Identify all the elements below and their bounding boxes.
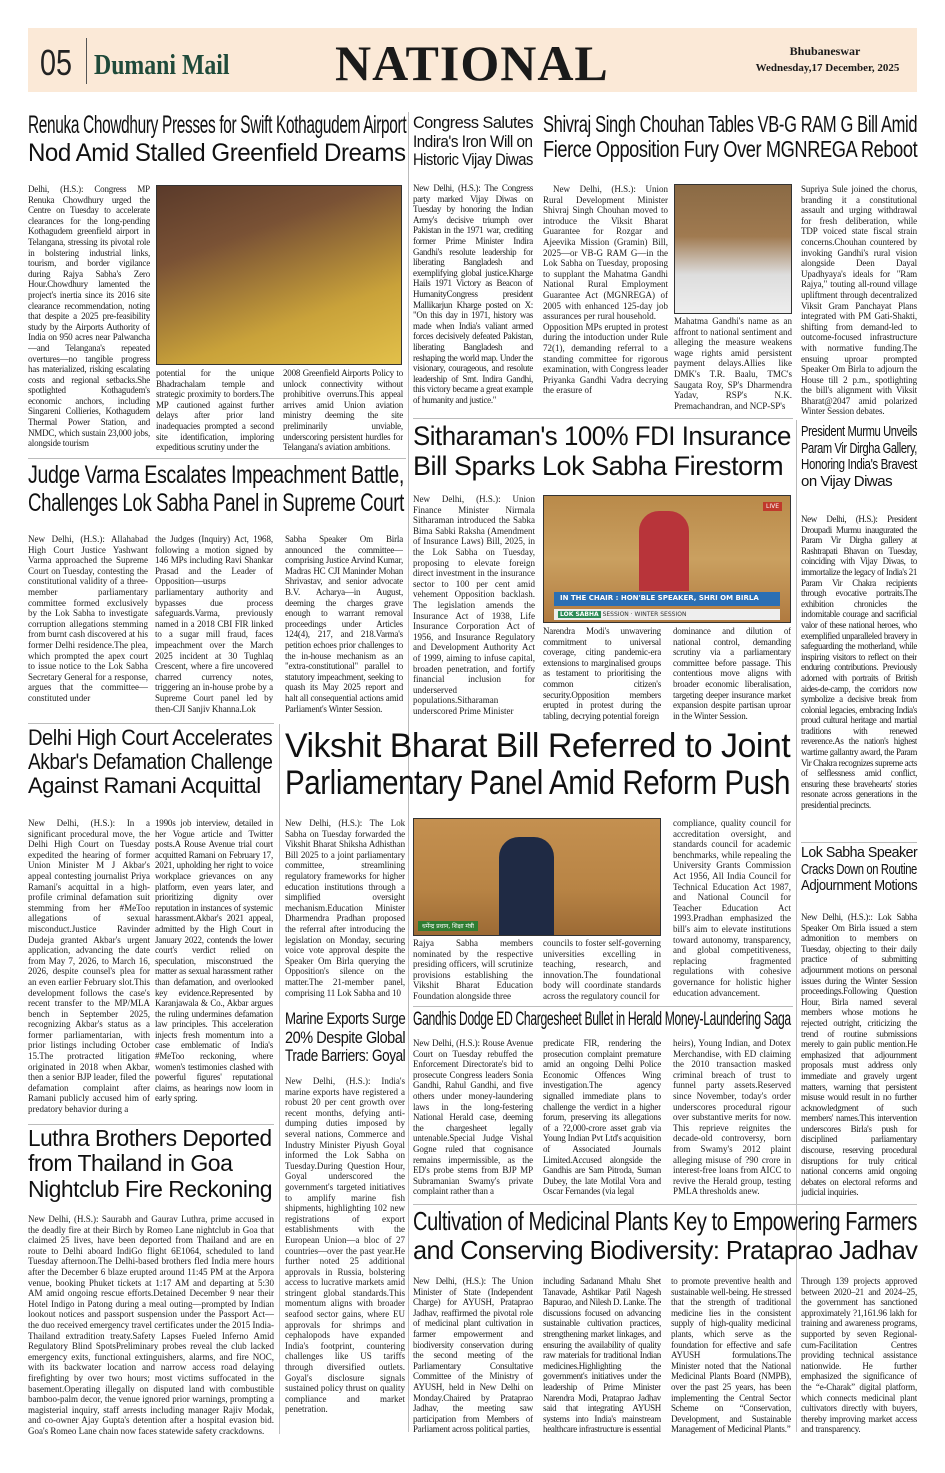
headline-marine — [285, 1010, 405, 1066]
headline-line: Gandhis Dodge ED Chargesheet Bullet in Herald Money-Laundering Saga — [413, 1009, 791, 1030]
headline-line: Congress Salutes — [413, 113, 534, 132]
headline-fdi — [413, 422, 791, 481]
headline-line: from Thailand in Goa — [28, 1150, 233, 1177]
article-column: Narendra Modi's unwavering commitment to universal coverage, citing pandemic-era extensions to marginalised groups as testament to prioritising the common citizen's security.Opposition members erupted in protest during the tabling, decrying potential foreign — [543, 626, 661, 721]
article-column: Rajya Sabha members nominated by the respective presiding officers, will scrutinize provisions establishing the Vikshit Bharat Education Foundation alongside three — [413, 938, 533, 1001]
headline-line: Against Ramani Acquittal — [28, 773, 261, 799]
live-badge: LIVE — [763, 502, 782, 511]
divider — [28, 723, 274, 724]
speaker-figure — [639, 511, 689, 591]
headline-line: President Murmu Unveils — [801, 423, 918, 440]
headline-ayush — [413, 1207, 917, 1264]
headline-line: Historic Vijay Diwas — [413, 150, 533, 170]
headline-line: Nod Amid Stalled Greenfield Dreams — [28, 138, 406, 167]
article-column: Supriya Sule joined the chorus, branding it a constitutional assault and urging withdrawal for fresh deliberation, while TDP voiced state fiscal strain concerns.Chouhan countered by invoking Gandhi's rural vision alongside Deen Dayal Upadhyaya's ideals for "Ram Rajya," touting all-round village upliftment through decentralized Viksit Gram Panchayat Plans integrated with PM Gati-Shakti, shifting from demand-led to outcome-focused infrastructure with normative funding.The ensuing uproar prompted Speaker Om Birla to adjourn the House till 2 p.m., spotlighting the bill's alignment with Viksit Bharat@2047 amid polarized Winter Session debates. — [801, 184, 917, 416]
headline-line: Vikshit Bharat Bill Referred to Joint — [285, 727, 791, 765]
headline-line: Lok Sabha Speaker — [801, 844, 918, 861]
headline-vikshit — [285, 728, 790, 803]
paragraph: Opposition MPs erupted in protest during the intoduction under Rule 72(1), demanding referral to a standing committee for rigorous examination, with Congress leader Priyanka Gandhi Vadra decrying the erasure of — [543, 321, 668, 396]
article-column: New Delhi, (H.S.): In a significant procedural move, the Delhi High Court on Tuesday expedited the hearing of former Union Minister M J Akbar's appeal contesting journalist Priya Ramani's acquittal in a high-profile criminal defamation suit stemming from her #MeToo allegations of sexual misconduct.Justice Ravinder Dudeja granted Akbar's urgent application, advancing the date from May 7, 2026, to March 16, 2026, despite counsel's plea for an even earlier February slot.This development follows the case's recent transfer to the MP/MLA bench in September 2025, recognizing Akbar's status as a former parliamentarian, with prior listings including October 15.The protracted litigation originated in 2018 when Akbar, then a senior BJP leader, filed the defamation complaint after Ramani publicly accused him of predatory behavior during a — [28, 818, 150, 1115]
name-caption: धर्मेन्द्र प्रधान, शिक्षा मंत्री — [418, 921, 478, 931]
headline-murmu — [801, 424, 917, 490]
article-column: potential for the unique Bhadrachalam temple and strategic proximity to borders.The MP cautioned against further delays after prior land inadequacies prompted a second site identification, imploring expeditious scrutiny under the — [156, 368, 274, 453]
article-column: New Delhi, (H.S.): India's marine exports have registered a robust 20 per cent growth over recent months, defying anti-dumping duties imposed by several nations, Commerce and Industry Minister Piyush Goyal informed the Lok Sabha on Tuesday.During Question Hour, Goyal underscored the government's targeted initiatives to amplify marine fish shipments, highlighting 102 new registrations of export establishments with the European Union—a bloc of 27 countries—over the past year.He further noted 25 additional approvals in Russia, bolstering access to lucrative markets amid stringent global standards.This momentum aligns with broader seafood sector gains, where EU approvals for shrimps and cephalopods have expanded India's footprint, countering challenges like US tariffs through diversified outlets. Goyal's disclosure signals sustained policy thrust on quality compliance and market penetration. — [285, 1076, 405, 1415]
headline-line: Luthra Brothers Deported — [28, 1125, 272, 1151]
article-column: New Delhi, (H.S.): The Union Minister of State (Independent Charge) for AYUSH, Prataprao Jadhav, reaffirmed the pivotal role of medicinal plant cultivation in farmer empowerment and biodiversity conservation during the second meeting of the Parliamentary Consultative Committee of the Ministry of AYUSH, held in New Delhi on Monday.Chaired by Prataprao Jadhav, the meeting saw participation from Members of Parliament across political parties, — [413, 1276, 533, 1435]
tv-ticker: LOK SABHA SESSION · WINTER SESSION — [554, 609, 780, 620]
headline-varma — [28, 462, 404, 517]
headline-line: Shivraj Singh Chouhan Tables VB-G RAM G Bill Amid — [543, 111, 918, 137]
divider — [28, 458, 406, 459]
photo-renuka-chowdhury — [156, 185, 402, 365]
headline-line: Honoring India's Bravest — [801, 456, 917, 473]
headline-akbar — [28, 726, 272, 799]
edition-date: Wednesday,17 December, 2025 — [755, 62, 900, 74]
ticker-text: WINTER SESSION — [634, 611, 687, 618]
headline-line: on Vijay Diwas — [801, 472, 893, 490]
headline-speaker — [801, 845, 917, 895]
headline-line: Bill Sparks Lok Sabha Firestorm — [413, 450, 784, 481]
headline-line: Delhi High Court Accelerates — [28, 725, 273, 750]
page-number: 05 — [40, 42, 73, 83]
divider — [86, 38, 87, 84]
tv-caption-bar: IN THE CHAIR : HON'BLE SPEAKER, SHRI OM BIRLA — [554, 592, 780, 606]
photo-shivraj-chouhan — [674, 184, 792, 314]
headline-line: and Conserving Biodiversity: Prataprao Jadhav — [413, 1234, 918, 1265]
ticker-text: SESSION — [602, 611, 629, 618]
divider — [413, 418, 793, 419]
article-column: councils to foster self-governing universities excelling in teaching, research, and innovation.The foundational body will coordinate standards across the regulatory council for — [543, 938, 661, 1001]
section-title: NATIONAL — [335, 35, 609, 91]
paragraph: New Delhi, (H.S.): Union Rural Development Minister Shivraj Singh Chouhan moved to introduce the Viksit Bharat Guarantee for Rozgar and Ajeevika Mission (Gramin) Bill, 2025—or VB-G RAM G—in the Lok Sabha on Tuesday, proposing to supplant the Mahatma Gandhi National Rural Employment Guarantee Act (MGNREGA) of 2005 with enhanced 125-day job assurances per rural household. — [543, 184, 668, 322]
headline-luthra — [28, 1126, 272, 1202]
headline-line: Adjournment Motions — [801, 877, 918, 894]
article-column: 1990s job interview, detailed in her Vogue article and Twitter posts.A Rouse Avenue trial court acquitted Ramani on February 17, 2021, upholding her right to voice workplace grievances on any platform, even years later, and prioritizing dignity over reputation in instances of systemic harassment.Akbar's 2021 appeal, admitted by the High Court in January 2022, contends the lower court's verdict relied on speculation, misconstrued the matter as sexual harassment rather than defamation, and overlooked key evidence.Represented by Karanjawala & Co., Akbar argues the ruling undermines defamation law principles. This acceleration injects fresh momentum into a case emblematic of India's #MeToo reckoning, where women's testimonies clashed with powerful figures' reputational claims, as hearings now loom in early spring. — [155, 818, 273, 1104]
article-column: New Delhi, (H.S.): The Lok Sabha on Tuesday forwarded the Vikshit Bharat Shiksha Adhisthan Bill 2025 to a joint parliamentary committee, streamlining regulatory frameworks for higher education institutions through a simplified oversight mechanism.Education Minister Dharmendra Pradhan proposed the referral after introducing the legislation on Monday, securing voice vote approval despite the Speaker Om Birla querying the Opposition's silence on the matter.The 21-member panel, comprising 11 Lok Sabha and 10 — [285, 818, 405, 998]
speaker-figure — [499, 837, 554, 936]
newspaper-logo: Dumani Mail — [94, 50, 230, 81]
headline-line: Param Vir Dirgha Gallery, — [801, 439, 917, 457]
headline-line: Marine Exports Surge — [285, 1009, 406, 1028]
photo-dharmendra-pradhan — [413, 818, 661, 936]
divider — [413, 1006, 793, 1007]
article-column: New Delhi, (H.S.): Allahabad High Court Justice Yashwant Varma approached the Supreme Court on Tuesday, contesting the constitutional validity of a three-member parliamentary committee formed exclusively by the Lok Sabha to investigate corruption allegations stemming from burnt cash discovered at his former Delhi residence.The plea, which prompted the apex court to issue notice to the Lok Sabha Secretary General for a response, argues that the committee—constituted under — [28, 534, 148, 703]
article-column: New Delhi, (H.S.): Union Finance Minister Nirmala Sitharaman introduced the Sabka Bima Sabki Raksha (Amendment of Insurance Laws) Bill, 2025, in the Lok Sabha on Tuesday, proposing to elevate foreign direct investment in the insurance sector to 100 per cent amid vehement Opposition backlash. The legislation amends the Insurance Act of 1938, Life Insurance Corporation Act of 1956, and Insurance Regulatory and Development Authority Act of 1999, aiming to infuse capital, broaden penetration, and fortify financial inclusion for underserved populations.Sitharaman underscored Prime Minister — [413, 494, 535, 716]
headline-line: Judge Varma Escalates Impeachment Battle, — [28, 461, 404, 489]
headline-line: Parliamentary Panel Amid Reform Push — [285, 764, 791, 803]
headline-line: Trade Barriers: Goyal — [285, 1046, 406, 1066]
headline-line: Fierce Opposition Fury Over MGNREGA Reboot — [543, 136, 918, 163]
headline-herald — [413, 1010, 791, 1031]
article-column: 2008 Greenfield Airports Policy to unlock connectivity without prohibitive overruns.This appeal arrives amid Union aviation ministry deeming the site preliminarily unviable, underscoring persistent hurdles for Telangana's aviation ambitions. — [283, 368, 403, 453]
article-column: Through 139 projects approved between 2020–21 and 2024–25, the government has sanctioned approximately ?1,161.96 lakh for training and awareness programs, supported by seven Regional-cum-Facilitation Centres providing technical assistance nationwide. He further emphasized the significance of the “e-Charak” digital platform, which connects medicinal plant cultivators directly with buyers, thereby improving market access and transparency. — [801, 1276, 917, 1435]
headline-line: Cracks Down on Routine — [801, 860, 917, 878]
article-column: heirs), Young Indian, and Dotex Merchandise, with ED claiming the 2010 transaction masked criminal breach of trust to funnel party assets.Reserved since November, today's order underscores procedural rigour over substantive merits for now. This reprieve reignites the decade-old controversy, born from Swamy's 2012 plaint alleging misuse of ?90 crore in interest-free loans from AICC to revive the Herald group, testing PMLA thresholds anew. — [673, 1038, 791, 1197]
headline-line: Cultivation of Medicinal Plants Key to Empowering Farmers — [413, 1206, 918, 1236]
headline-line: Challenges Lok Sabha Panel in Supreme Court — [28, 488, 404, 517]
article-column: New Delhi, (H.S.):: Lok Sabha Speaker Om Birla issued a stern admonition to members on Tuesday, objecting to their daily practice of submitting adjournment motions on personal issues during the Winter Session proceedings.Following Question Hour, Birla named several members whose motions he rejected outright, criticizing the trend of routine submissions merely to gain public mention.He emphasized that adjournment proposals must address only immediate and gravely urgent matters, warning that persistent misuse would result in no further acknowledgment of such members' names.This intervention underscores Birla's push for disciplined parliamentary discourse, reserving procedural disruptions for truly critical national concerns amid ongoing debates on electoral reforms and judicial inquiries. — [801, 912, 917, 1198]
headline-line: Renuka Chowdhury Presses for Swift Kothagudem Airport — [28, 111, 407, 139]
column-rule — [279, 724, 280, 1434]
headline-line: Sitharaman's 100% FDI Insurance — [413, 421, 791, 451]
headline-line: Indira's Iron Will on — [413, 131, 533, 151]
article-column: predicate FIR, rendering the prosecution complaint premature amid an ongoing Delhi Police Economic Offences Wing investigation.The agency signalled immediate plans to challenge the verdict in a higher forum, preserving its allegations of a ?2,000-crore asset grab via Young Indian Pvt Ltd's acquisition of Associated Journals Limited.Accused alongside the Gandhis are Sam Pitroda, Suman Dubey, the late Motilal Vora and Oscar Fernandes (via legal — [543, 1038, 661, 1197]
article-column: compliance, quality council for accreditation oversight, and standards council for academic benchmarks, while repealing the University Grants Commission Act 1956, All India Council for Technical Education Act 1987, and National Council for Teacher Education Act 1993.Pradhan emphasized the bill's aim to elevate institutions toward autonomy, transparency, and global competitiveness, replacing fragmented regulations with cohesive governance for holistic higher education advancement. — [673, 818, 791, 998]
article-column: to promote preventive health and sustainable well-being. He stressed that the strength of traditional medicine lies in the consistent supply of high-quality medicinal plants, which serve as the foundation for effective and safe AYUSH formulations.The Minister noted that the National Medicinal Plants Board (NMPB), over the past 25 years, has been implementing the Central Sector Scheme on “Conservation, Development, and Sustainable Management of Medicinal Plants.” — [671, 1276, 791, 1435]
headline-line: 20% Despite Global — [285, 1027, 406, 1047]
headline-renuka — [28, 112, 406, 167]
article-column: the Judges (Inquiry) Act, 1968, following a motion signed by 146 MPs including Ravi Shankar Prasad and the Leader of Opposition—usurps parliamentary authority and bypasses due process safeguards.Varma, previously named in a 2018 CBI FIR linked to a sugar mill fraud, faces impeachment over the March 2025 incident at 30 Tughlaq Crescent, where a fire uncovered charred currency notes, triggering an in-house probe by a Supreme Court panel led by then-CJI Sanjiv Khanna.Lok — [155, 534, 273, 714]
article-column: Delhi, (H.S.): Congress MP Renuka Chowdhury urged the Centre on Tuesday to accelerate clearances for the long-pending Kothagudem greenfield airport in Telangana, stressing its pivotal role in bolstering industrial links, tourism, and border vigilance during Rajya Sabha's Zero Hour.Chowdhury lamented the project's inertia since its 2016 site clearance recommendation, noting that despite a 2025 pre-feasibility study by the Airports Authority of India on 950 acres near Palwancha—and Telangana's repeated overtures—no tangible progress has materialized, risking escalating costs and regional setbacks.She spotlighted Kothagudem's economic anchors, including Singareni Collieries, Kothagudem Thermal Power Station, and NMDC, which sustain 23,000 jobs, alongside tourism — [28, 184, 150, 449]
divider — [413, 1204, 917, 1205]
headline-congress — [413, 114, 533, 170]
headline-shivraj — [543, 112, 917, 163]
article-column: including Sadanand Mhalu Shet Tanavade, Ashtikar Patil Nagesh Bapurao, and Nilesh D. Lanke. The discussions focused on advancing sustainable cultivation practices, strengthening market linkages, and ensuring the availability of quality raw materials for traditional Indian medicines.Highlighting the government's initiatives under the leadership of Prime Minister Narendra Modi, Prataprao Jadhav said that integrating AYUSH systems into India's mainstream healthcare infrastructure is essential — [543, 1276, 661, 1435]
headline-line: Akbar's Defamation Challenge — [28, 749, 273, 775]
photo-sitharaman-lok-sabha — [543, 495, 791, 623]
article-column: New Delhi, (H.S.): Rouse Avenue Court on Tuesday rebuffed the Enforcement Directorate's bid to prosecute Congress leaders Sonia Gandhi, Rahul Gandhi, and five others under money-laundering laws in the long-festering National Herald case, deeming the chargesheet legally untenable.Special Judge Vishal Gogne ruled that cognisance remains impermissible, as the ED's probe stems from BJP MP Subramanian Swamy's private complaint rather than a — [413, 1038, 533, 1197]
article-column: New Delhi, (H.S.): President Droupadi Murmu inaugurated the Param Vir Dirgha gallery at Rashtrapati Bhavan on Tuesday, coinciding with Vijay Diwas, to immortalize the legacy of India's 21 Param Vir Chakra recipients through evocative portraits.The exhibition chronicles the indomitable courage and sacrificial valor of these national heroes, who exemplified unparalleled bravery in safeguarding the motherland, while inspiring visitors to reflect on their enduring contributions. Previously adorned with portraits of British aides-de-camp, the corridors now symbolize a decisive break from colonial legacies, embracing India's proud cultural heritage and martial traditions with renewed reverence.As the nation's highest wartime gallantry award, the Param Vir Chakra recognizes supreme acts of selflessness amid conflict, ensuring these bravehearts' stories resonate across generations in the presidential precincts. — [801, 514, 917, 811]
article-column: Sabha Speaker Om Birla announced the committee—comprising Justice Arvind Kumar, Madras HC CJI Maninder Mohan Shrivastav, and senior advocate B.V. Acharya—in August, deeming the charges grave enough to warrant removal proceedings under Articles 124(4), 217, and 218.Varma's petition echoes prior challenges to the in-house mechanism as an "extra-constitutional" parallel to statutory impeachment, seeking to quash its May 2025 report and halt all consequential actions amid Parliament's Winter Session. — [285, 534, 403, 714]
headline-line: Nightclub Fire Reckoning — [28, 1175, 272, 1202]
article-column: dominance and dilution of national control, demanding scrutiny via a parliamentary committee before passage. This contentious move aligns with broader economic liberalisation, targeting deeper insurance market expansion despite partisan uproar in the Winter Session. — [673, 626, 791, 721]
edition-city: Bhubaneswar — [789, 44, 861, 58]
article-column: Mahatma Gandhi's name as an affront to national sentiment and alleging the measure weakens wage rights amid persistent payment delays.Allies like DMK's T.R. Baalu, TMC's Saugata Roy, SP's Dharmendra Yadav, RSP's N.K. Premachandran, and NCP-SP's — [674, 316, 792, 411]
column-rule — [796, 420, 797, 1432]
divider — [801, 842, 917, 843]
article-column: New Delhi, (H.S.): The Congress party marked Vijay Diwas on Tuesday by honoring the Indian Army's decisive triumph over Pakistan in the 1971 war, crediting former Prime Minister Indira Gandhi's resolute leadership for liberating Bangladesh and exemplifying global justice.Kharge Hails 1971 Victory as Beacon of HumanityCongress president Mallikarjun Kharge posted on X: "On this day in 1971, history was made when India's valiant armed forces decisively defeated Pakistan, liberating Bangladesh and reshaping the world map. Under the visionary, courageous, and resolute leadership of Smt. Indira Gandhi, this victory became a great example of humanity and justice." — [413, 183, 533, 405]
article-column: New Delhi, (H.S.): Saurabh and Gaurav Luthra, prime accused in the deadly fire at their Birch by Romeo Lane nightclub in Goa that claimed 25 lives, have been deported from Thailand and are en route to Delhi aboard IndiGo flight 6E1064, scheduled to land Tuesday afternoon.The Delhi-based brothers fled India mere hours after the December 6 blaze erupted around 11:45 PM at the Arpora venue, booking Phuket tickets at 1:17 AM and departing at 5:30 AM amid ongoing rescue efforts.Detained December 9 near their Hotel Indigo in Patong during a meal outing—prompted by Indian lookout notices and passport suspension under the Passport Act—the duo received emergency travel certificates under the 2015 India-Thailand extradition treaty.Safety Lapses Fueled Inferno Amid Regulatory Blind SpotsPreliminary probes reveal the club lacked emergency exits, functional extinguishers, alarms, and fire NOC, with its backwater location and narrow access road delaying firefighting by over two hours; most victims suffocated in the basement.Operating illegally on disputed land with combustible bamboo-palm decor, the venue ignored prior warnings, prompting a magisterial inquiry, staff arrests including manager Rajiv Modak, and co-owner Ajay Gupta's detention after a hospital evasion bid. Goa's Romeo Lane chain now faces statewide safety crackdowns. — [28, 1214, 274, 1436]
channel-label: LOK SABHA — [560, 611, 599, 618]
article-column — [543, 184, 668, 416]
